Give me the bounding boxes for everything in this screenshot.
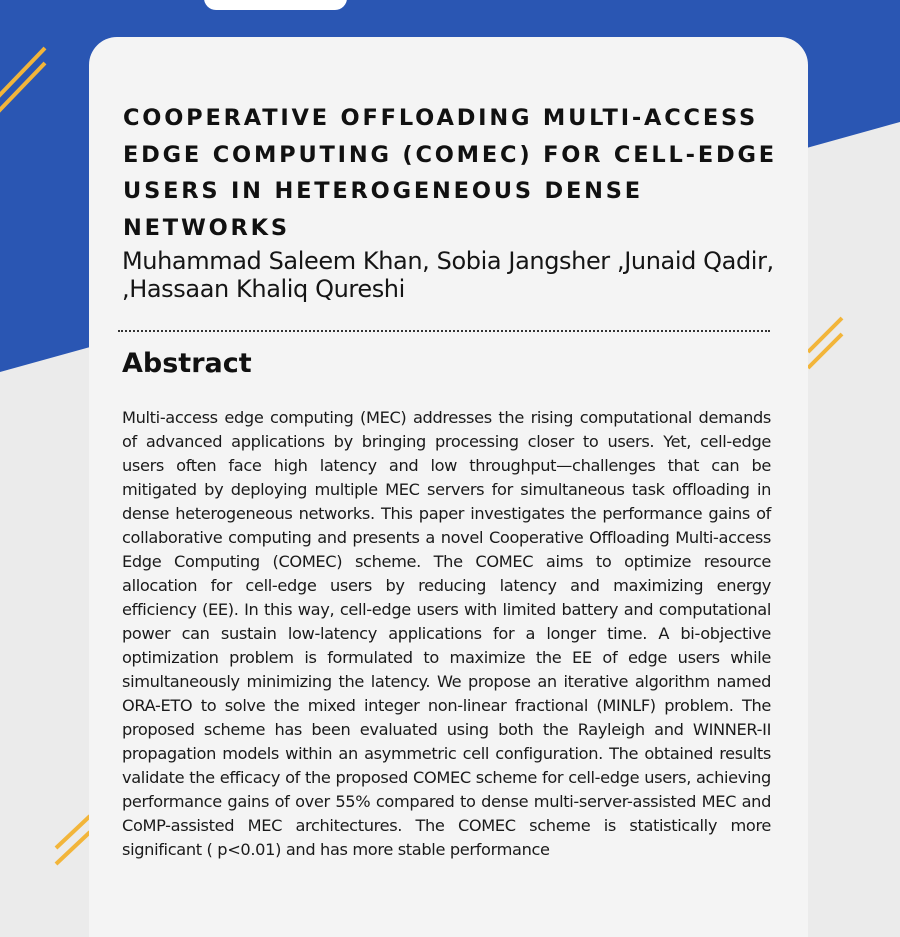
paper-authors: Muhammad Saleem Khan, Sobia Jangsher ,Junaid Qadir, ,Hassaan Khaliq Qureshi — [122, 247, 774, 303]
stripes-top-left — [0, 40, 60, 120]
top-tab-decoration — [204, 0, 347, 10]
paper-title: COOPERATIVE OFFLOADING MULTI-ACCESS EDGE COMPUTING (COMEC) FOR CELL-EDGE USERS IN HETEROGENEOUS DENSE NETWORKS — [123, 105, 777, 241]
abstract-heading: Abstract — [122, 348, 252, 379]
abstract-text: Multi-access edge computing (MEC) addresses the rising computational demands of advanced applications by bringing processing closer to users. Yet, cell-edge users often face high latency and low throughput—challenges that can be mitigated by deploying multiple MEC servers for simultaneous task offloading in dense heterogeneous networks. This paper investigates the performance gains of collaborative computing and presents a novel Cooperative Offloading Multi-access Edge Computing (COMEC) scheme. The COMEC aims to optimize resource allocation for cell-edge users by reducing latency and maximizing energy efficiency (EE). In this way, cell-edge users with limited battery and computational power can sustain low-latency applications for a longer time. A bi-objective optimization problem is formulated to maximize the EE of edge users while simultaneously minimizing the latency. We propose an iterative algorithm named ORA-ETO to solve the mixed integer non-linear fractional (MINLF) problem. The proposed scheme has been evaluated using both the Rayleigh and WINNER-II propagation models within an asymmetric cell configuration. The obtained results validate the efficacy of the proposed COMEC scheme for cell-edge users, achieving performance gains of over 55% compared to dense multi-server-assisted MEC and CoMP-assisted MEC architectures. The COMEC scheme is statistically more significant ( p<0.01) and has more stable performance — [122, 408, 771, 859]
dotted-divider — [118, 330, 770, 332]
